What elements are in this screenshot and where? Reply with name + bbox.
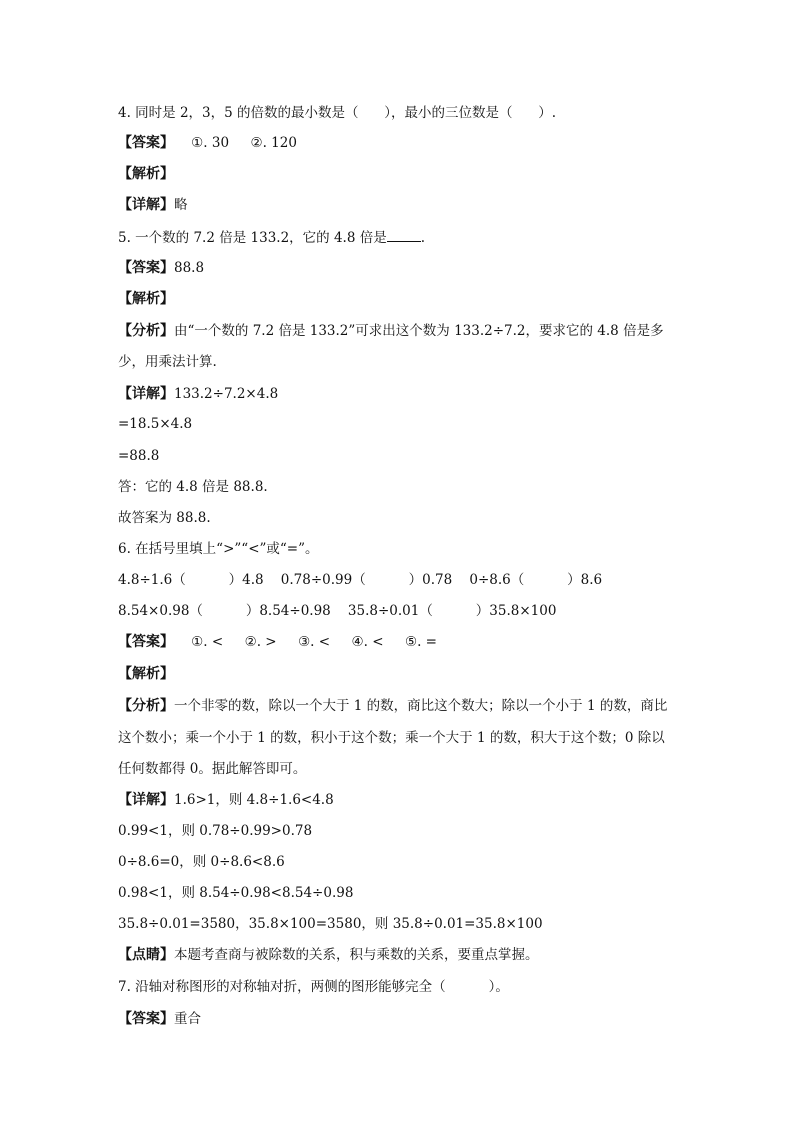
answer-tag: 【答案】 bbox=[118, 260, 174, 276]
fenxi-tag: 【分析】 bbox=[118, 698, 174, 714]
q5-detail-3: =88.8 bbox=[118, 448, 160, 464]
q4-answer bbox=[118, 133, 297, 153]
answer-text: 88.8 bbox=[174, 260, 205, 276]
detail-tag: 【详解】 bbox=[118, 386, 174, 402]
q5-fenxi-1 bbox=[118, 321, 664, 341]
answer-text: ①. < ②. > ③. < ④. < ⑤. = bbox=[174, 634, 437, 650]
q5-answer bbox=[118, 258, 204, 278]
q6-fenxi-1 bbox=[118, 696, 667, 716]
q5-fenxi-2: 少，用乘法计算. bbox=[118, 354, 217, 370]
q5-detail-5: 故答案为 88.8. bbox=[118, 510, 211, 526]
dianjing-tag: 【点睛】 bbox=[118, 947, 174, 963]
q4-detail bbox=[118, 195, 188, 215]
fenxi-text: 由“一个数的 7.2 倍是 133.2”可求出这个数为 133.2÷7.2，要求它的 4.8 倍是多 bbox=[174, 323, 664, 339]
dianjing-text: 本题考查商与被除数的关系，积与乘数的关系，要重点掌握。 bbox=[174, 947, 539, 963]
answer-blank bbox=[387, 228, 421, 242]
q4-question: 4. 同时是 2，3，5 的倍数的最小数是（ ），最小的三位数是（ ）. bbox=[118, 105, 557, 121]
q4-analysis bbox=[118, 164, 174, 184]
fenxi-tag: 【分析】 bbox=[118, 323, 174, 339]
analysis-tag: 【解析】 bbox=[118, 291, 174, 307]
answer-tag: 【答案】 bbox=[118, 634, 174, 650]
q6-fenxi-3: 任何数都得 0。据此解答即可。 bbox=[118, 761, 307, 777]
q6-answer bbox=[118, 632, 437, 652]
q6-question: 6. 在括号里填上“>”“<”或“=”。 bbox=[118, 541, 319, 557]
fenxi-text: 一个非零的数，除以一个大于 1 的数，商比这个数大；除以一个小于 1 的数，商比 bbox=[174, 698, 668, 714]
q6-detail-3: 0÷8.6=0，则 0÷8.6<8.6 bbox=[118, 854, 285, 870]
q6-fenxi-2: 这个数小；乘一个小于 1 的数，积小于这个数；乘一个大于 1 的数，积大于这个数；0 除以 bbox=[118, 730, 665, 746]
answer-text: 重合 bbox=[174, 1011, 201, 1027]
q6-detail-4: 0.98<1，则 8.54÷0.98<8.54÷0.98 bbox=[118, 885, 354, 901]
q6-detail-1 bbox=[118, 790, 334, 810]
detail-text: 1.6>1，则 4.8÷1.6<4.8 bbox=[174, 792, 334, 808]
q6-dianjing bbox=[118, 945, 539, 965]
q6-row-1: 4.8÷1.6（ ）4.8 0.78÷0.99（ ）0.78 0÷8.6（ ）8.6 bbox=[118, 572, 603, 588]
q5-analysis bbox=[118, 289, 174, 309]
q6-detail-2: 0.99<1，则 0.78÷0.99>0.78 bbox=[118, 823, 313, 839]
q7-question: 7. 沿轴对称图形的对称轴对折，两侧的图形能够完全（ ）。 bbox=[118, 979, 509, 995]
detail-tag: 【详解】 bbox=[118, 792, 174, 808]
q5-detail-1 bbox=[118, 384, 278, 404]
q5-detail-4: 答：它的 4.8 倍是 88.8. bbox=[118, 479, 268, 495]
analysis-tag: 【解析】 bbox=[118, 666, 174, 682]
q7-answer bbox=[118, 1009, 201, 1029]
detail-tag: 【详解】 bbox=[118, 197, 174, 213]
q6-detail-5: 35.8÷0.01=3580，35.8×100=3580，则 35.8÷0.01=35.8×100 bbox=[118, 916, 543, 932]
detail-text: 略 bbox=[174, 197, 188, 213]
q6-analysis bbox=[118, 664, 174, 684]
q5-detail-2: =18.5×4.8 bbox=[118, 416, 193, 432]
answer-text: ①. 30 ②. 120 bbox=[174, 135, 297, 151]
q6-row-2: 8.54×0.98（ ）8.54÷0.98 35.8÷0.01（ ）35.8×100 bbox=[118, 603, 557, 619]
q5-question bbox=[118, 228, 425, 248]
answer-tag: 【答案】 bbox=[118, 135, 174, 151]
q5-question-text: 5. 一个数的 7.2 倍是 133.2，它的 4.8 倍是 bbox=[118, 230, 387, 246]
q5-question-end: . bbox=[420, 230, 426, 246]
answer-tag: 【答案】 bbox=[118, 1011, 174, 1027]
analysis-tag: 【解析】 bbox=[118, 166, 174, 182]
detail-text: 133.2÷7.2×4.8 bbox=[174, 386, 279, 402]
